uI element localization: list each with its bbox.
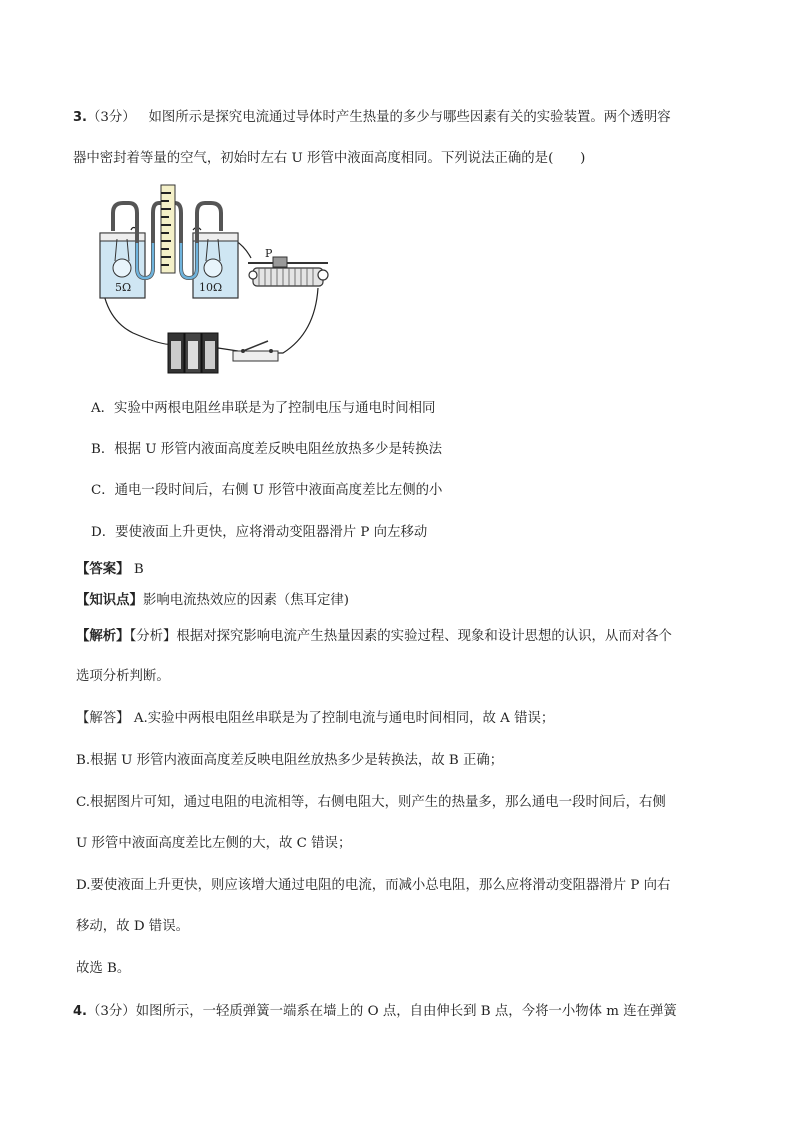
option-d: D．要使液面上升更快，应将滑动变阻器滑片 P 向左移动 — [91, 525, 428, 540]
solution-line6: 移动，故 D 错误。 — [76, 919, 189, 934]
option-a: A．实验中两根电阻丝串联是为了控制电压与通电时间相同 — [91, 401, 436, 416]
solution-line3: C.根据图片可知，通过电阻的电流相等，右侧电阻大，则产生的热量多，那么通电一段时间后，右侧 — [76, 795, 666, 810]
analysis-line2: 选项分析判断。 — [76, 669, 170, 684]
q3-stem-line1 — [73, 109, 671, 127]
q3-stem-line2: 器中密封着等量的空气，初始时左右 U 形管中液面高度相同。下列说法正确的是( ) — [73, 151, 586, 166]
conclusion: 故选 B。 — [76, 961, 131, 976]
q4-score: （3分） — [86, 1004, 136, 1019]
knowledge-tag: 【知识点】 — [76, 592, 143, 608]
battery-icon — [168, 333, 218, 373]
answer-tag: 【答案】 — [76, 561, 130, 577]
slider-label: P — [265, 247, 273, 260]
q3-number: 3. — [73, 110, 87, 125]
analysis-tag: 【解析】 — [76, 628, 130, 644]
q3-stem-text: 如图所示是探究电流通过导体时产生热量的多少与哪些因素有关的实验装置。两个透明容 — [148, 110, 671, 125]
option-c: C．通电一段时间后，右侧 U 形管中液面高度差比左侧的小 — [91, 483, 443, 498]
solution-line5: D.要使液面上升更快，则应该增大通过电阻的电流，而减小总电阻，那么应将滑动变阻器滑片 P 向右 — [76, 878, 671, 893]
left-resistor-label: 5Ω — [115, 281, 132, 294]
q4-stem-line1 — [73, 1003, 677, 1021]
solution-line2: B.根据 U 形管内液面高度差反映电阻丝放热多少是转换法，故 B 正确； — [76, 753, 504, 768]
right-resistor-label: 10Ω — [199, 281, 223, 294]
q4-number: 4. — [73, 1004, 87, 1019]
circuit-diagram — [93, 183, 343, 378]
knowledge-value: 影响电流热效应的因素（焦耳定律) — [142, 593, 350, 608]
switch-icon — [233, 341, 278, 361]
q4-stem-text: 如图所示，一轻质弹簧一端系在墙上的 O 点，自由伸长到 B 点，今将一小物体 m 连在弹簧 — [135, 1004, 677, 1019]
circuit-diagram-svg — [93, 183, 343, 378]
knowledge-line — [76, 591, 349, 610]
answer-line — [76, 560, 144, 579]
q3-score: （3分） — [86, 110, 136, 125]
solution-line4: U 形管中液面高度差比左侧的大，故 C 错误； — [76, 836, 352, 851]
analysis-line1 — [76, 627, 672, 646]
option-b: B．根据 U 形管内液面高度差反映电阻丝放热多少是转换法 — [91, 442, 443, 457]
solution-line1: 【解答】 A.实验中两根电阻丝串联是为了控制电流与通电时间相同，故 A 错误； — [76, 711, 555, 726]
analysis-text: 【分析】根据对探究影响电流产生热量因素的实验过程、现象和设计思想的认识，从而对各个 — [129, 629, 672, 644]
answer-value: B — [133, 562, 144, 577]
